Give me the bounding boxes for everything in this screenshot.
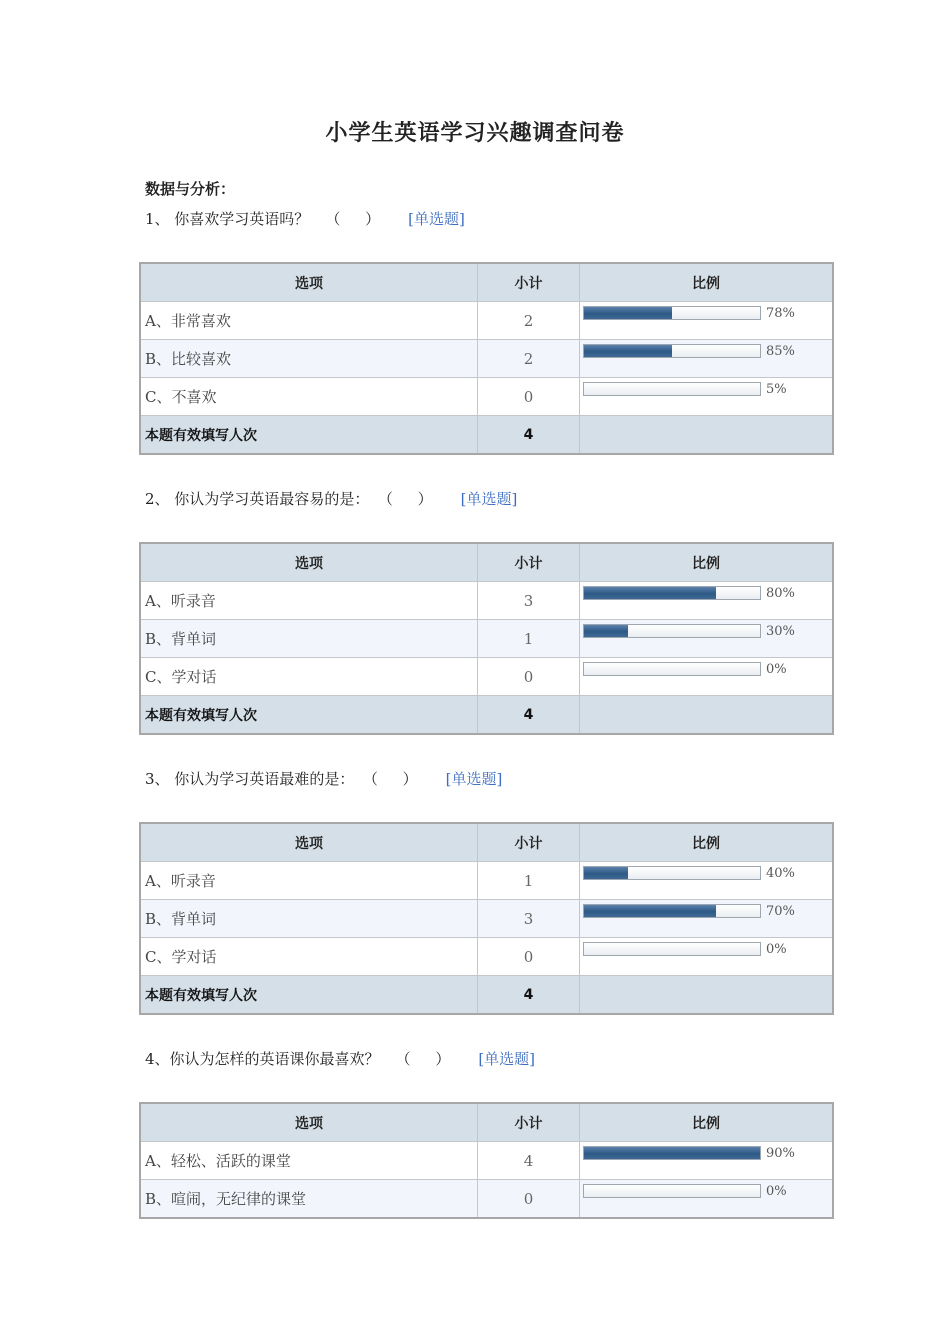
question-text: 2、 你认为学习英语最容易的是： — [145, 490, 370, 508]
percent-label: 40% — [766, 866, 795, 881]
header-count: 小计 — [478, 263, 580, 302]
percent-label: 5% — [766, 382, 787, 397]
progress-bar — [583, 662, 761, 676]
option-ratio — [580, 1180, 834, 1219]
option-label: B、比较喜欢 — [140, 340, 478, 378]
option-ratio — [580, 938, 834, 976]
total-empty — [580, 976, 834, 1015]
total-row — [140, 696, 833, 735]
answer-paren: （ ） — [370, 770, 428, 788]
question-type-link[interactable]: [单选题] — [408, 210, 465, 228]
header-count: 小计 — [478, 1103, 580, 1142]
question-4 — [145, 1048, 535, 1069]
option-ratio — [580, 582, 834, 620]
progress-bar — [583, 866, 761, 880]
table-row — [140, 1180, 833, 1219]
option-count: 1 — [478, 620, 580, 658]
table-row — [140, 938, 833, 976]
progress-fill — [584, 867, 628, 879]
progress-fill — [584, 587, 716, 599]
header-option: 选项 — [140, 1103, 478, 1142]
option-ratio — [580, 900, 834, 938]
option-label: B、背单词 — [140, 900, 478, 938]
progress-bar — [583, 344, 761, 358]
progress-bar — [583, 382, 761, 396]
total-label: 本题有效填写人次 — [140, 696, 478, 735]
question-2 — [145, 488, 517, 509]
progress-bar — [583, 1146, 761, 1160]
percent-label: 90% — [766, 1146, 795, 1161]
header-ratio: 比例 — [580, 1103, 834, 1142]
table-row — [140, 658, 833, 696]
table-row — [140, 340, 833, 378]
answer-paren: （ ） — [385, 490, 443, 508]
percent-label: 30% — [766, 624, 795, 639]
progress-fill — [584, 625, 628, 637]
option-count: 1 — [478, 862, 580, 900]
option-ratio — [580, 378, 834, 416]
progress-bar — [583, 942, 761, 956]
header-count: 小计 — [478, 543, 580, 582]
question-type-link[interactable]: [单选题] — [478, 1050, 536, 1068]
option-count: 0 — [478, 1180, 580, 1219]
question-type-link[interactable]: [单选题] — [460, 490, 518, 508]
option-count: 2 — [478, 302, 580, 340]
results-table-4 — [139, 1102, 834, 1219]
option-ratio — [580, 340, 834, 378]
table-header — [140, 263, 833, 302]
total-count: 4 — [478, 696, 580, 735]
progress-fill — [584, 345, 672, 357]
option-label: C、学对话 — [140, 658, 478, 696]
table-row — [140, 302, 833, 340]
option-count: 3 — [478, 900, 580, 938]
page-title: 小学生英语学习兴趣调查问卷 — [325, 120, 625, 146]
progress-bar — [583, 586, 761, 600]
table-header — [140, 823, 833, 862]
option-label: A、听录音 — [140, 582, 478, 620]
option-ratio — [580, 620, 834, 658]
table-row — [140, 620, 833, 658]
header-ratio: 比例 — [580, 263, 834, 302]
question-3 — [145, 768, 502, 789]
total-count: 4 — [478, 976, 580, 1015]
percent-label: 0% — [766, 942, 787, 957]
option-count: 0 — [478, 938, 580, 976]
table-row — [140, 378, 833, 416]
percent-label: 0% — [766, 662, 787, 677]
total-empty — [580, 416, 834, 455]
total-empty — [580, 696, 834, 735]
question-text: 3、 你认为学习英语最难的是： — [145, 770, 355, 788]
table-row — [140, 1142, 833, 1180]
option-ratio — [580, 862, 834, 900]
header-ratio: 比例 — [580, 543, 834, 582]
option-ratio — [580, 1142, 834, 1180]
progress-fill — [584, 905, 716, 917]
option-label: B、背单词 — [140, 620, 478, 658]
option-label: A、听录音 — [140, 862, 478, 900]
progress-bar — [583, 624, 761, 638]
table-row — [140, 900, 833, 938]
total-count: 4 — [478, 416, 580, 455]
percent-label: 85% — [766, 344, 795, 359]
option-ratio — [580, 658, 834, 696]
percent-label: 78% — [766, 306, 795, 321]
question-text: 4、你认为怎样的英语课你最喜欢？ — [145, 1050, 380, 1068]
results-table-1 — [139, 262, 834, 455]
option-count: 3 — [478, 582, 580, 620]
option-count: 0 — [478, 658, 580, 696]
progress-fill — [584, 1147, 760, 1159]
option-count: 4 — [478, 1142, 580, 1180]
total-row — [140, 976, 833, 1015]
table-header — [140, 1103, 833, 1142]
option-label: A、非常喜欢 — [140, 302, 478, 340]
progress-fill — [584, 307, 672, 319]
header-option: 选项 — [140, 263, 478, 302]
question-1 — [145, 208, 465, 229]
percent-label: 80% — [766, 586, 795, 601]
results-table-3 — [139, 822, 834, 1015]
header-option: 选项 — [140, 823, 478, 862]
question-type-link[interactable]: [单选题] — [445, 770, 503, 788]
option-count: 2 — [478, 340, 580, 378]
option-label: B、喧闹，无纪律的课堂 — [140, 1180, 478, 1219]
option-ratio — [580, 302, 834, 340]
progress-bar — [583, 904, 761, 918]
question-text: 1、 你喜欢学习英语吗？ — [145, 210, 310, 228]
header-option: 选项 — [140, 543, 478, 582]
progress-bar — [583, 306, 761, 320]
percent-label: 0% — [766, 1184, 787, 1199]
total-label: 本题有效填写人次 — [140, 416, 478, 455]
header-ratio: 比例 — [580, 823, 834, 862]
progress-bar — [583, 1184, 761, 1198]
option-label: C、学对话 — [140, 938, 478, 976]
results-table-2 — [139, 542, 834, 735]
option-label: A、轻松、活跃的课堂 — [140, 1142, 478, 1180]
section-label: 数据与分析： — [145, 180, 236, 198]
answer-paren: （ ） — [325, 210, 391, 228]
table-row — [140, 862, 833, 900]
header-count: 小计 — [478, 823, 580, 862]
table-row — [140, 582, 833, 620]
percent-label: 70% — [766, 904, 795, 919]
option-label: C、不喜欢 — [140, 378, 478, 416]
table-header — [140, 543, 833, 582]
total-row — [140, 416, 833, 455]
answer-paren: （ ） — [395, 1050, 461, 1068]
total-label: 本题有效填写人次 — [140, 976, 478, 1015]
option-count: 0 — [478, 378, 580, 416]
